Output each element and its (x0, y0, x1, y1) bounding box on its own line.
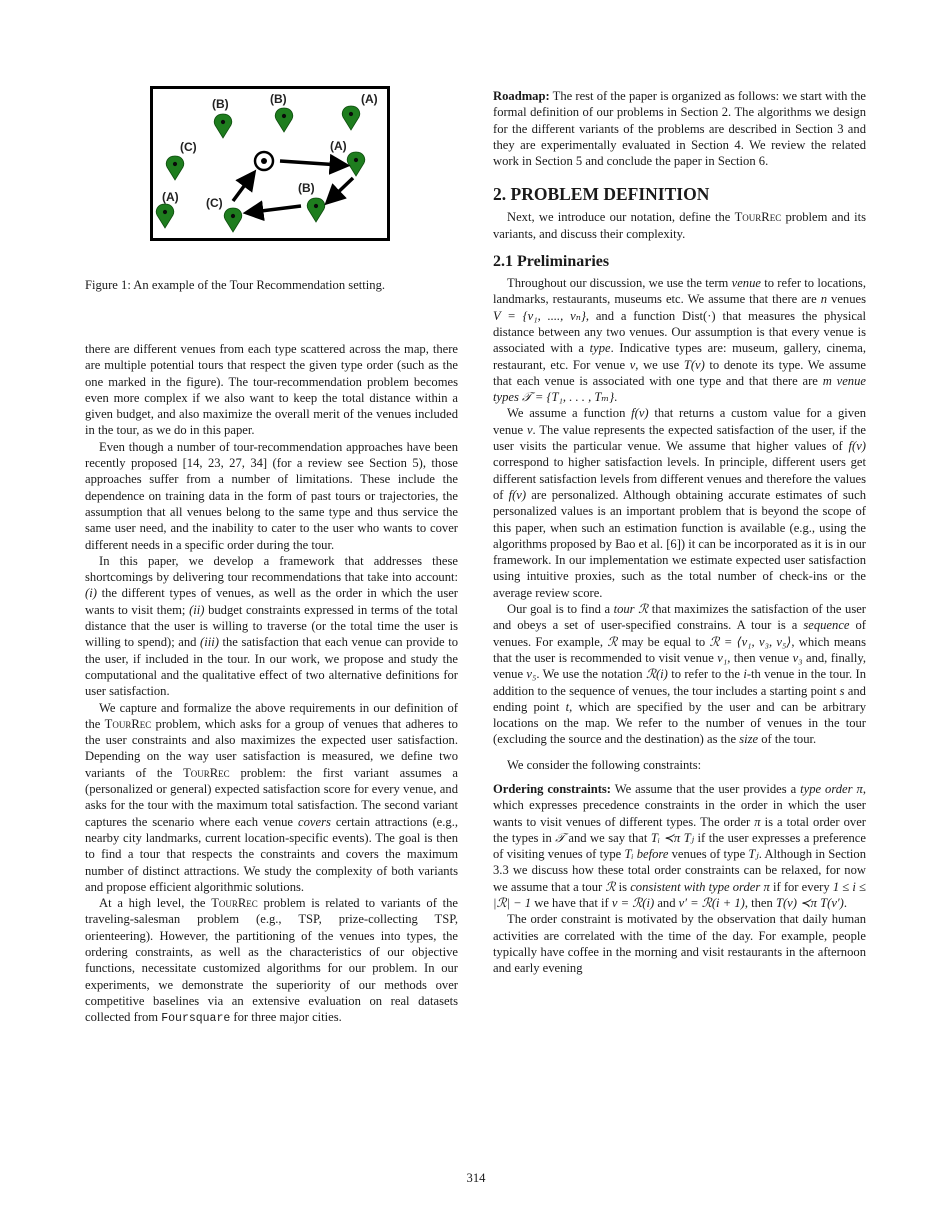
paragraph-tourrec-definition: We capture and formalize the above requirements in our definition of the TourRec problem, which asks for a group of venues that adheres to the user constraints and also maximizes the expected user satisfaction. Depending on the way user satisfaction is measured, we define two variants of the TourRec problem: the first variant assumes a (personalized or general) expected satisfaction score for every venue, and asks for the tour with the maximum total satisfaction. The second variant captures the scenario where each venue covers certain attractions (e.g., nearby city landmarks, current location-specific events). The goal is then to find a tour that respects the constraints and covers the maximum number of distinct attractions. We study the complexity of both variants and propose efficient algorithmic solutions. (85, 700, 459, 894)
page-number: 314 (466, 1171, 486, 1185)
paragraph-ordering-constraints: Ordering constraints: We assume that the user provides a type order π, which expresses precedence constraints in the order in which the user wants to visit venues of different types. The order π is a total order over the types in 𝒯 and we say that Tᵢ ≺π Tⱼ if the user expresses a preference of visiting venues of type Tᵢ before venues of type Tⱼ. Although in Section 3.3 we discuss how these total order constraints can be relaxed, for now we assume that a tour ℛ is consistent with type order π if for every 1 ≤ i ≤ |ℛ| − 1 we have that if v = ℛ(i) and v′ = ℛ(i + 1), then T(v) ≺π T(v′). (493, 781, 866, 911)
label-c1: (C) (180, 140, 197, 154)
label-b3: (B) (298, 181, 315, 195)
section-2-heading: 2. PROBLEM DEFINITION (493, 184, 710, 205)
paragraph-section2-intro: Next, we introduce our notation, define the TourRec problem and its variants, and discuss their complexity. (493, 210, 866, 241)
paragraph-venues: Throughout our discussion, we use the term venue to refer to locations, landmarks, restaurants, museums etc. We assume that there are n venues V = {v₁, ...., vₙ}, and a function Dist(·) that measures the physical distance between any two venues. Our assumption is that every venue is associated with a type. Indicative types are: museum, gallery, cinema, restaurant, etc. For venue v, we use T(v) to denote its type. We assume that each venue is associated with one type and that there are m venue types 𝒯 = {T₁, . . . , Tₘ}. (493, 276, 866, 405)
paragraph-limitations: Even though a number of tour-recommendation approaches have been recently proposed [14, 23, 27, 34] (for a review see Section 5), those approaches suffer from a number of limitations. These include the dependence on training data in the form of past tours or trajectories, the assumption that all venues belong to the same type and thus service the same user need, and the inability to cater to the user who wants to cover different needs in a specific order during the tour. (85, 439, 458, 552)
paragraph-order-motivation: The order constraint is motivated by the observation that daily human activities are correlated with the time of the day. For example, people typically have coffee in the morning and visit restaurants in the afternoon and early evening (493, 912, 866, 976)
label-a3: (A) (162, 190, 179, 204)
label-a2: (A) (330, 139, 347, 153)
paragraph-intro-continued: there are different venues from each type scattered across the map, there are multiple potential tours that respect the given type order (such as the one marked in the figure). The tour-recommendation problem becomes even more complex if we also want to keep the total distance within a given budget, and also maximize the overall merit of the venues included in the tour, as we do in this paper. (85, 342, 458, 438)
paragraph-constraints-intro: We consider the following constraints: (507, 757, 702, 772)
paragraph-tour-goal: Our goal is to find a tour ℛ that maximizes the satisfaction of the user and obeys a set of user-specified constrains. A tour is a sequence of venues. For example, ℛ may be equal to ℛ = ⟨v₁, v₃, v₅⟩, which means that the user is recommended to visit venue v₁, then venue v₃ and, finally, venue v₅. We use the notation ℛ(i) to refer to the i-th venue in the tour. In addition to the sequence of venues, the tour includes a starting point s and ending point t, which are specified by the user and can be arbitrary locations on the map. We refer to the number of venues in the tour (excluding the source and the destination) as the size of the tour. (493, 602, 867, 747)
start-point-icon (255, 152, 273, 170)
left-column (85, 341, 458, 1027)
figure-tour-map (150, 86, 390, 242)
label-a1: (A) (361, 92, 378, 106)
paragraph-contributions: In this paper, we develop a framework that addresses these shortcomings by delivering tour recommendations that take into account: (i) the different types of venues, as well as the order in which the user wants to visit them; (ii) budget constraints expressed in terms of the total distance that the user is willing to traverse (or the total time the user is willing to spend); and (iii) the satisfaction that each venue can provide to the user, if included in the tour. In our work, we propose and study the computational and the qualitative effect of two alternative definitions for user satisfaction. (85, 553, 458, 699)
tour-map-svg (150, 86, 390, 242)
label-c2: (C) (206, 196, 223, 210)
paragraph-satisfaction: We assume a function f(v) that returns a custom value for a given venue v. The value represents the expected satisfaction of the user, if the user visits the particular venue. We assume that higher values of f(v) correspond to higher satisfaction levels. In principle, different users get different satisfaction levels from different venues and therefore the values of f(v) are personalized. Although obtaining accurate estimates of such personalized values is an important problem that is beyond the scope of this paper, when such an estimation function is available (e.g., using the algorithms proposed by Bao et al. [6]) it can be incorporated as it is in our framework. In our implementation we estimate expected user satisfaction using intuitive proxies, such as the total number of check-ins or the average review score. (493, 406, 867, 600)
right-column (493, 88, 866, 977)
figure-caption: Figure 1: An example of the Tour Recommendation setting. (85, 278, 386, 292)
paragraph-roadmap: Roadmap: The rest of the paper is organized as follows: we start with the formal definition of our problems in Section 2. The algorithms we design for the different variants of the problems are described in Section 3 and they are experimentally evaluated in Section 4. We review the related work in Section 5 and conclude the paper in Section 6. (493, 89, 866, 169)
label-b2: (B) (270, 92, 287, 106)
paragraph-high-level: At a high level, the TourRec problem is related to variants of the traveling-salesman problem (e.g., TSP, prize-collecting TSP, orienteering). However, the partitioning of the venues into types, the ordering constraints, as well as the characteristics of our objective functions, necessitate customized algorithms for our problem. In our experiments, we demonstrate the superiority of our methods over competitive baselines via an extensive evaluation on real datasets collected from Foursquare for three major cities. (85, 896, 458, 1026)
section-2-1-heading: 2.1 Preliminaries (493, 253, 610, 271)
label-b1: (B) (212, 97, 229, 111)
